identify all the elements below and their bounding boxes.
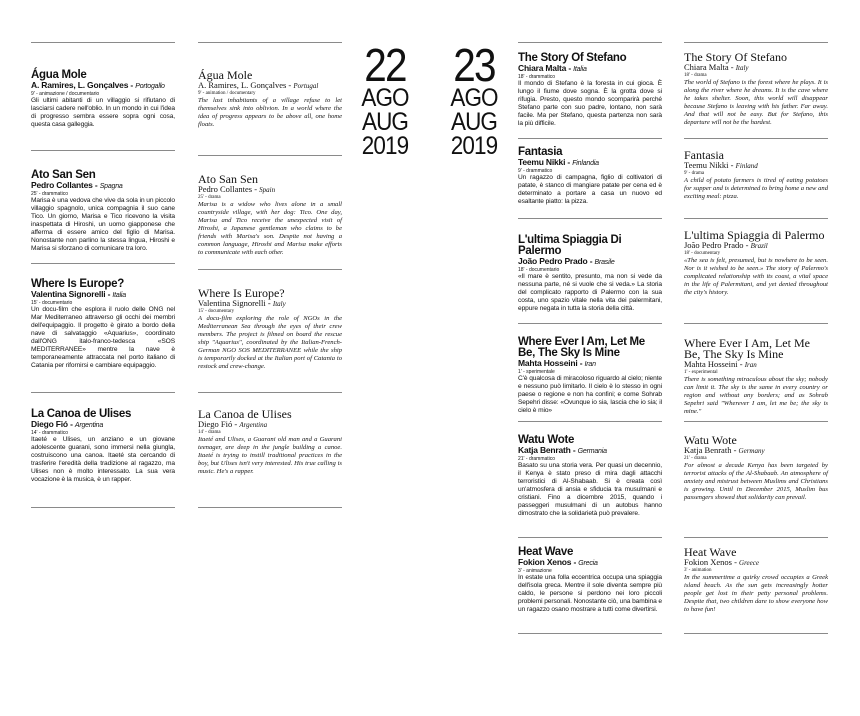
divider-rule <box>684 323 828 324</box>
film-entry <box>684 547 828 614</box>
film-country: Iran <box>584 361 596 368</box>
film-director: Valentina Signorelli - Italy <box>198 298 286 308</box>
film-title: The Story Of Stefano <box>518 52 627 64</box>
film-director: Fokion Xenos - Greece <box>684 557 759 567</box>
film-meta: 18' - drammatico <box>518 74 556 80</box>
film-synopsis: In estate una folla eccentrica occupa una spiaggia dell'isola greca. Mentre il sole diventa sempre più caldo, le persone si perdono nei loro piccoli problemi personali. Nonostante ciò, una bambina e un ragazzo osano mostrare a tutti come divertirsi. <box>518 574 662 613</box>
date-day: 23 <box>453 39 495 91</box>
film-director: Diego Fió - Argentina <box>31 419 104 429</box>
film-synopsis: Un docu-film che esplora il ruolo delle ONG nel Mar Mediterraneo attraverso gli occhi dei membri dell'equipaggio. Il progetto è girato a bordo della nave di salvataggio «Aquarius», coordinato dall'ONG italo-franco-tedesca «SOS MEDITERRANEE» mentre la nave è temporaneamente attraccata nel porto italiano di Catania per rifornirsi e cambiare equipaggio. <box>31 306 175 369</box>
film-meta: 18' - documentario <box>518 267 560 273</box>
film-title: La Canoa de Ulises <box>31 408 132 420</box>
film-entry <box>31 279 175 370</box>
film-entry <box>198 174 342 257</box>
divider-rule <box>518 421 662 422</box>
film-title: Watu Wote <box>518 434 575 446</box>
film-meta: 25' - drammatico <box>31 191 69 197</box>
divider-rule <box>198 155 342 156</box>
film-title: L'ultima Spiaggia di Palermo <box>684 228 825 242</box>
date-month-it: AGO <box>450 84 498 112</box>
divider-rule <box>518 218 662 219</box>
film-country: Germania <box>577 448 607 455</box>
date-block-22 <box>342 39 428 160</box>
divider-rule <box>31 42 175 43</box>
divider-rule <box>684 42 828 43</box>
divider-rule <box>198 507 342 508</box>
film-meta: 3' - animation <box>684 568 712 573</box>
film-director: João Pedro Prado - Brazil <box>684 240 768 250</box>
film-director: Mahta Hosseini - Iran <box>518 358 596 368</box>
film-title: La Canoa de Ulises <box>198 407 292 421</box>
film-director: Teemu Nikki - Finland <box>684 160 758 170</box>
date-month-en: AUG <box>361 108 409 136</box>
date-month-it: AGO <box>361 84 409 112</box>
film-entry <box>684 52 828 127</box>
film-title: Heat Wave <box>684 545 737 559</box>
film-country: Iran <box>744 361 757 369</box>
film-country: Spagna <box>99 183 123 190</box>
film-entry <box>518 53 662 128</box>
film-entry <box>31 170 175 253</box>
film-meta: 15' - documentary <box>198 309 235 314</box>
film-synopsis: Basato su una storia vera. Per quasi un decennio, il Kenya è stato preso di mira dagli attacchi terroristici di Al-Shabaab. Si è creata così un'atmosfera di ansia e sfiducia tra musulmani e cristiani. Fino a dicembre 2015, quando i passeggeri musulmani di un autobus hanno dimostrato che la solidarietà può prevalere. <box>518 462 662 517</box>
film-meta: 15' - documentario <box>31 300 73 306</box>
film-director: João Pedro Prado - Brasile <box>518 256 615 266</box>
film-meta: 3' - animazione <box>518 568 552 574</box>
film-director: Pedro Collantes - Spain <box>198 184 276 194</box>
film-country: Portugal <box>293 82 319 90</box>
film-director: Diego Fió - Argentina <box>198 419 268 429</box>
film-country: Germany <box>738 447 765 455</box>
divider-rule <box>684 218 828 219</box>
film-title: L'ultima Spiaggia Di Palermo <box>518 234 622 257</box>
film-director: Fokion Xenos - Grecia <box>518 557 598 567</box>
film-synopsis: For almost a decade Kenya has been targeted by terrorist attacks of the Al-Shabaab. An atmosphere of anxiety and mistrust between Muslims and Christians is growing. Until in December 2015, Muslim bus passengers showed that solidarity can prevail. <box>684 462 828 501</box>
divider-rule <box>518 42 662 43</box>
film-synopsis: Marisa è una vedova che vive da sola in un piccolo villaggio spagnolo, unica compagnia il suo cane Tico. Un giorno, Marisa e Tico ricevono la visita inaspettata di Hiroshi, un uomo giapponese che afferma di essere amico del figlio di Marisa. Nonostante non parlino la stessa lingua, Hiroshi e Marisa si sforzano di comunicare tra loro. <box>31 197 175 252</box>
film-title: Ato San Sen <box>198 172 258 186</box>
film-country: Italia <box>573 66 587 73</box>
date-year: 2019 <box>361 132 409 160</box>
film-entry <box>518 337 662 415</box>
film-title: Água Mole <box>198 68 253 82</box>
film-director: Mahta Hosseini - Iran <box>684 359 757 369</box>
film-entry <box>684 435 828 502</box>
film-entry <box>518 147 662 206</box>
film-entry <box>518 235 662 313</box>
film-synopsis: «Il mare è sentito, presunto, ma non si vede da nessuna parte, né si vuole che si veda.» La storia del complicato rapporto di Palermo con la sua costa, uno spazio vitale nella vita dei palermitani, eppure negata in tutta la storia della città. <box>518 273 662 312</box>
film-synopsis: The last inhabitants of a village refuse to let themselves sink into oblivion. In a world where the idea of progress appears to be above all, one home floats. <box>198 97 342 128</box>
film-title: Ato San Sen <box>31 169 96 181</box>
date-block-23 <box>431 39 517 160</box>
divider-rule <box>684 421 828 422</box>
film-country: Argentina <box>239 421 268 429</box>
film-entry <box>518 435 662 518</box>
film-meta: 9' - drammatico <box>518 168 553 174</box>
film-synopsis: The world of Stefano is the forest where he plays. It is along the river where he dreams. It is the cave where he takes shelter. Soon, this world will disappear because Stefano is leaving with his father. Far away. And that will not be easy. But for Stefano, this departure will not be the hardest. <box>684 79 828 126</box>
film-entry <box>198 288 342 371</box>
film-country: Finlandia <box>572 160 599 167</box>
divider-rule <box>31 507 175 508</box>
divider-rule <box>31 263 175 264</box>
film-title: Água Mole <box>31 69 87 81</box>
film-synopsis: Gli ultimi abitanti di un villaggio si rifiutano di lasciarsi cadere nell'oblio. In un mondo in cui l'idea di progresso sembra essere sopra ogni cosa, questa casa galleggia. <box>31 97 175 128</box>
divider-rule <box>31 392 175 393</box>
film-meta: 1' - experimental <box>684 370 718 375</box>
film-country: Italia <box>112 292 126 299</box>
film-title: Where Ever I Am, Let Me Be, The Sky Is Mine <box>518 336 645 359</box>
divider-rule <box>518 633 662 634</box>
film-entry <box>31 70 175 129</box>
divider-rule <box>518 537 662 538</box>
film-title: Where Is Europe? <box>198 286 285 300</box>
film-entry <box>518 547 662 614</box>
film-country: Brasile <box>594 259 615 266</box>
film-synopsis: Il mondo di Stefano è la foresta in cui gioca. È lungo il fiume dove sogna. È la grotta dove si rifugia. Presto, questo mondo scomparirà perché Stefano parte con suo padre, lontano, non sarà facile. Ma per Stefano, questa partenza non sarà la più difficile. <box>518 80 662 127</box>
divider-rule <box>684 633 828 634</box>
film-synopsis: There is something miraculous about the sky; nobody can limit it. The sky is the same in every country or region and without any borders; and as Sohrab Sepehri said "Wherever I am, let me be; the sky is mine." <box>684 376 828 415</box>
divider-rule <box>518 323 662 324</box>
divider-rule <box>198 269 342 270</box>
film-synopsis: A child of potato farmers is tired of eating potatoes for supper and is determined to bring home a new and exciting meal: pizza. <box>684 177 828 200</box>
film-entry <box>198 409 342 476</box>
film-country: Spain <box>259 186 276 194</box>
film-meta: 18' - drama <box>684 73 707 78</box>
film-meta: 9' - animation / documentary <box>198 91 256 96</box>
film-country: Italy <box>272 300 286 308</box>
film-director: A. Ramires, L. Gonçalves - Portogallo <box>31 80 165 90</box>
film-title: Fantasia <box>518 146 563 158</box>
film-synopsis: A docu-film exploring the role of NGOs in the Mediterranean Sea through the eyes of their crew members. The project is filmed on board the rescue ship "Aquarius", coordinated by the Italian-French-German NGO SOS MEDITERRANEE while the ship is temporarily docked at the Italian port of Catania to restock and crew-change. <box>198 315 342 370</box>
film-synopsis: Marisa is a widow who lives alone in a small countryside village, with her dog: Tico. One day, Marisa and Tico receive the unexpected visit of Hiroshi, a Japanese gentleman who claims to be friends with Marisa's son. Despite not having a common language, Hiroshi and Marisa make efforts to communicate with each other. <box>198 201 342 256</box>
film-country: Grecia <box>578 560 598 567</box>
film-synopsis: Un ragazzo di campagna, figlio di coltivatori di patate, è stanco di mangiare patate per cena ed è determinato a portare a casa un nuovo ed esaltante piatto: la pizza. <box>518 174 662 205</box>
film-country: Argentina <box>74 422 104 429</box>
film-director: Katja Benrath - Germany <box>684 445 765 455</box>
film-meta: 1' - sperimentale <box>518 369 555 375</box>
film-meta: 14' - drammatico <box>31 430 69 436</box>
film-entry <box>31 409 175 484</box>
film-entry <box>684 150 828 201</box>
date-day: 22 <box>364 39 406 91</box>
film-country: Portogallo <box>135 83 165 90</box>
film-meta: 21' - drama <box>684 456 707 461</box>
date-year: 2019 <box>450 132 498 160</box>
divider-rule <box>518 138 662 139</box>
film-director: Chiara Malta - Italy <box>684 62 749 72</box>
film-director: Pedro Collantes - Spagna <box>31 180 123 190</box>
film-title: Watu Wote <box>684 433 737 447</box>
film-country: Italy <box>735 64 749 72</box>
divider-rule <box>684 138 828 139</box>
film-meta: 25' - drama <box>198 195 221 200</box>
film-meta: 9' - animazione / documentario <box>31 91 100 97</box>
film-director: Katja Benrath - Germania <box>518 445 607 455</box>
film-entry <box>198 70 342 129</box>
film-director: Teemu Nikki - Finlandia <box>518 157 599 167</box>
divider-rule <box>31 150 175 151</box>
film-director: Valentina Signorelli - Italia <box>31 289 126 299</box>
film-synopsis: C'è qualcosa di miracoloso riguardo al cielo; niente e nessuno può limitarlo. Il cielo è lo stesso in ogni paese o regione e non ha confini; e come Sohrab Sepehri disse: «Ovunque io sia, lascia che io sia; il cielo è mio» <box>518 375 662 414</box>
film-meta: 9' - drama <box>684 171 705 176</box>
film-synopsis: Itaeté e Ulises, un anziano e un giovane adolescente guarani, sono immersi nella giungla, costruiscono una canoa. Itaeté sta cercando di trasferire l'eredità della tradizione al ragazzo, ma Ulises non è molto interessato. La sua vera vocazione è la musica, è un rapper. <box>31 436 175 483</box>
divider-rule <box>198 42 342 43</box>
film-title: Where Is Europe? <box>31 278 124 290</box>
film-synopsis: «The sea is felt, presumed, but is nowhere to be seen. Nor is it wished to be seen.» The story of Palermo's complicated relationship with its coast, a vital space in the life of Palermitani, and yet denied throughout the city's history. <box>684 257 828 296</box>
film-title: Where Ever I Am, Let Me Be, The Sky Is Mine <box>684 336 810 361</box>
divider-rule <box>684 537 828 538</box>
film-country: Brazil <box>750 242 768 250</box>
divider-rule <box>198 392 342 393</box>
film-title: Heat Wave <box>518 546 574 558</box>
film-director: Chiara Malta - Italia <box>518 63 587 73</box>
film-country: Greece <box>739 559 759 567</box>
film-synopsis: Itaeté and Ulises, a Guarani old man and a Guarani teenager, are deep in the jungle building a canoe. Itaeté is trying to instill traditional practices in the boy, but Ulises isn't very interested. His true calling is music. He's a rapper. <box>198 436 342 475</box>
film-meta: 18' - documentary <box>684 251 721 256</box>
film-title: The Story Of Stefano <box>684 50 787 64</box>
film-director: A. Ramires, L. Gonçalves - Portugal <box>198 80 319 90</box>
film-synopsis: In the summertime a quirky crowd occupies a Greek island beach. As the sun gets increasingly hotter people get lost in their petty personal problems. Despite that, two children dare to show everyone how to have fun! <box>684 574 828 613</box>
film-country: Finland <box>735 162 758 170</box>
film-entry <box>684 230 828 297</box>
film-entry <box>684 338 828 416</box>
film-meta: 14' - drama <box>198 430 221 435</box>
date-month-en: AUG <box>450 108 498 136</box>
film-title: Fantasia <box>684 148 724 162</box>
film-meta: 21' - drammatico <box>518 456 556 462</box>
